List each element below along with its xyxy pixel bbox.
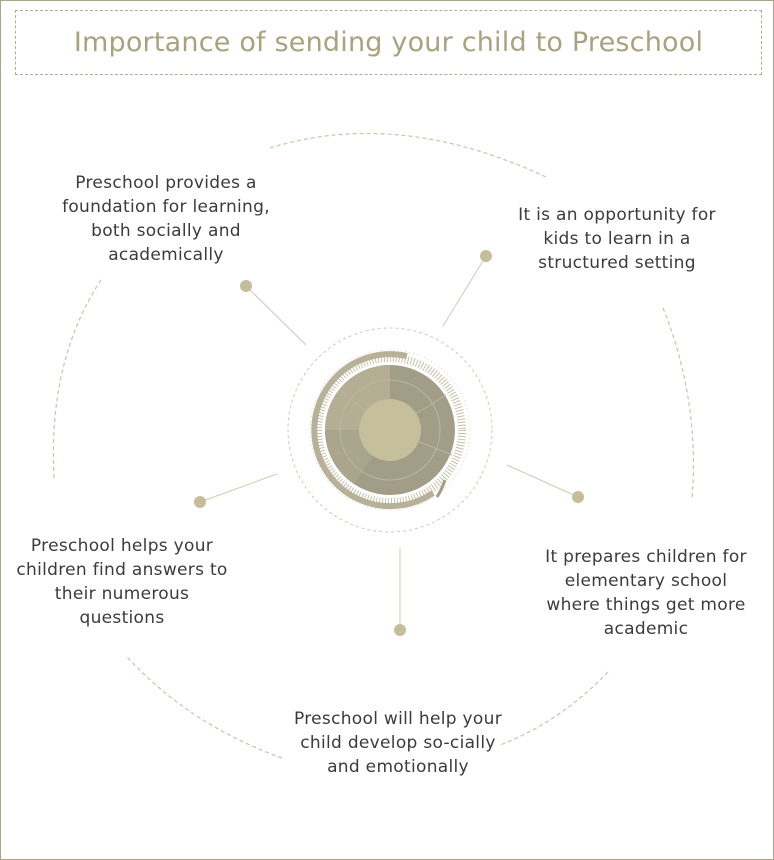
emblem-core: [359, 399, 421, 461]
dot-5: [194, 496, 206, 508]
outer-arc-right: [663, 308, 693, 500]
dot-2: [480, 250, 492, 262]
dot-3: [572, 491, 584, 503]
connector-line-2: [443, 256, 486, 326]
center-emblem: [288, 328, 492, 532]
point-1-text: Preschool provides a foundation for learning, both socially and academically: [62, 173, 270, 265]
point-4-text: Preschool will help your child develop so-cially and emotionally: [294, 709, 502, 777]
connector-line-5: [200, 474, 277, 502]
outer-arc-top: [270, 133, 548, 178]
dot-4: [394, 624, 406, 636]
connector-line-1: [246, 286, 306, 345]
point-2-text: It is an opportunity for kids to learn in a structured setting: [518, 205, 716, 273]
outer-arc-left: [53, 280, 101, 478]
dot-1: [240, 280, 252, 292]
connector-line-3: [507, 465, 578, 497]
point-5-text: Preschool helps your children find answers to their numerous questions: [16, 536, 228, 628]
point-3-text: It prepares children for elementary school where things get more academic: [545, 547, 747, 639]
outer-arc-bottom-right: [500, 672, 608, 745]
outer-arc-bottom-left: [127, 657, 282, 758]
page-title: Importance of sending your child to Preschool: [73, 27, 704, 58]
